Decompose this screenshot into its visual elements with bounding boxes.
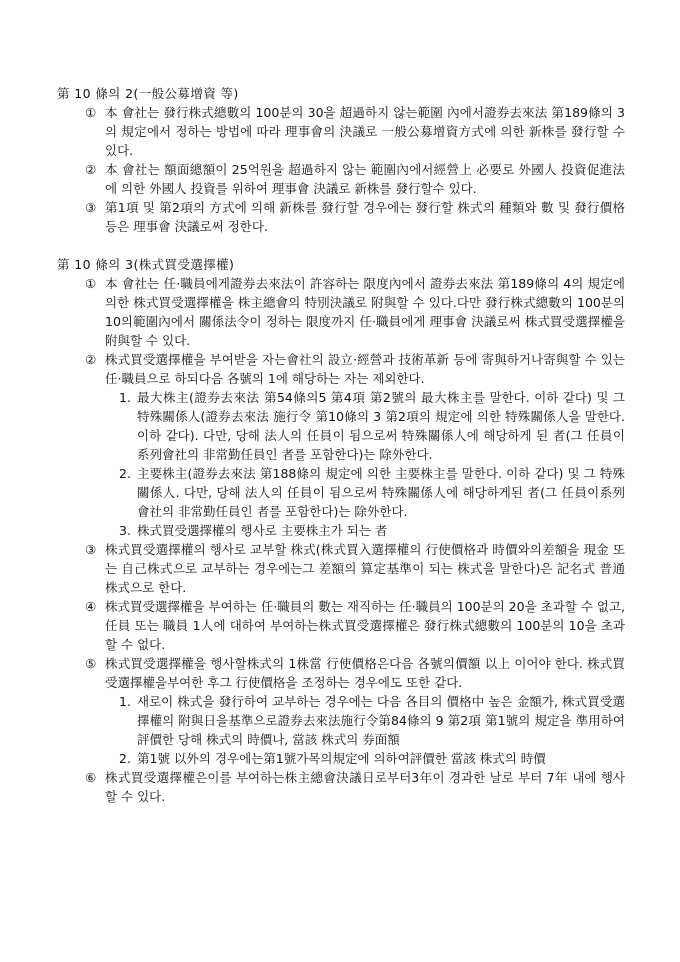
subclause-text: 最大株主(證券去來法 第54條의5 第4項 第2號의 最大株主를 말한다. 이하 같다) 및 그 特殊關係人(證券去來法 施行令 第10條의 3 第2項의 規定에 의한 特殊關係人을 말한다. 이하 같다). 다만, 당해 法人의 任員이 됨으로써 特殊關係人에 해당하게 된 者(그 任員이系列會社의 非常勤任員인 者를 포함한다)는 除外한다. xyxy=(137,390,625,462)
article-heading: 第 10 條의 2(一般公募增資 等) xyxy=(57,86,239,101)
clause-marker: ① xyxy=(85,276,97,291)
clause-marker: ① xyxy=(85,105,97,120)
clause-item xyxy=(85,198,625,236)
clause-item xyxy=(85,654,625,768)
clause-marker: ② xyxy=(85,352,97,367)
article-section xyxy=(57,84,625,236)
subclause-text: 第1號 以外의 경우에는第1號가목의規定에 의하여評價한 當該 株式의 時價 xyxy=(137,751,546,766)
subclause-marker: 2. xyxy=(119,466,131,481)
subclause-item xyxy=(119,388,625,464)
subclause-marker: 1. xyxy=(119,390,131,405)
clause-text: 株式買受選擇權의 행사로 교부할 株式(株式買入選擇權의 行使價格과 時價와의差額을 現金 또는 自己株式으로 교부하는 경우에는그 差額의 算定基準이 되는 株式을 말한다)은 記名式 普通株式으로 한다. xyxy=(105,542,625,595)
clause-item xyxy=(85,350,625,540)
subclause-marker: 3. xyxy=(119,523,131,538)
clause-text: 株式買受選擇權을 행사할株式의 1株當 行使價格은다음 各號의價額 以上 이어야 한다. 株式買受選擇權을부여한 후그 行使價格을 조정하는 경우에도 또한 같다. xyxy=(105,656,625,690)
clause-item xyxy=(85,160,625,198)
clause-text: 本 會社는 額面總額이 25억원을 超過하지 않는 範圍內에서經營上 必要로 外國人 投資促進法에 의한 外國人 投資를 위하여 理事會 決議로 新株를 發行할수 있다. xyxy=(105,162,625,196)
clause-text: 本 會社는 發行株式總數의 100분의 30을 超過하지 않는範圍 內에서證券去來法 第189條의 3의 規定에서 정하는 방법에 따라 理事會의 決議로 一般公募增資方式에 의한 新株를 發行할 수 있다. xyxy=(105,105,625,158)
subclause-item xyxy=(119,749,625,768)
clause-text: 第1項 및 第2項의 方式에 의해 新株를 發行할 경우에는 發行할 株式의 種類와 數 및 發行價格 등은 理事會 決議로써 정한다. xyxy=(105,200,625,234)
article-heading: 第 10 條의 3(株式買受選擇權) xyxy=(57,257,235,272)
clause-marker: ④ xyxy=(85,599,97,614)
clause-marker: ⑤ xyxy=(85,656,97,671)
subclause-text: 株式買受選擇權의 행사로 主要株主가 되는 者 xyxy=(137,523,388,538)
clause-list xyxy=(85,274,625,806)
subclause-item xyxy=(119,692,625,749)
article-section xyxy=(57,255,625,806)
subclause-marker: 2. xyxy=(119,751,131,766)
clause-marker: ② xyxy=(85,162,97,177)
clause-text: 株式買受選擇權을 부여받을 자는會社의 設立·經營과 技術革新 등에 寄與하거나寄與할 수 있는 任·職員으로 하되다음 各號의 1에 해당하는 자는 제외한다. xyxy=(105,352,625,386)
clause-marker: ③ xyxy=(85,200,97,215)
clause-list xyxy=(85,103,625,236)
clause-item xyxy=(85,540,625,597)
clause-text: 株式買受選擇權을 부여하는 任·職員의 數는 재직하는 任·職員의 100분의 20을 초과할 수 없고,任員 또는 職員 1人에 대하여 부여하는株式買受選擇權은 發行株式總數의 100분의 10을 초과할 수 없다. xyxy=(105,599,625,652)
subclause-text: 主要株主(證券去來法 第188條의 規定에 의한 主要株主를 말한다. 이하 같다) 및 그 特殊關係人. 다만, 당해 法人의 任員이 됨으로써 特殊關係人에 해당하게된 者(그 任員이系列會社의 非常勤任員인 者를 포함한다)는 除外한다. xyxy=(137,466,625,519)
subclause-list xyxy=(119,692,625,768)
clause-item xyxy=(85,103,625,160)
clause-item xyxy=(85,768,625,806)
subclause-marker: 1. xyxy=(119,694,131,709)
clause-item xyxy=(85,274,625,350)
clause-item xyxy=(85,597,625,654)
subclause-list xyxy=(119,388,625,540)
clause-marker: ⑥ xyxy=(85,770,97,785)
subclause-text: 새로이 株式을 發行하여 교부하는 경우에는 다음 各目의 價格中 높은 金額가, 株式買受選擇權의 附與日을基準으로證券去來法施行令第84條의 9 第2項 第1號의 規定을 準用하여評價한 당해 株式의 時價나, 當該 株式의 券面額 xyxy=(137,694,625,747)
clause-text: 株式買受選擇權은이를 부여하는株主總會決議日로부터3年이 경과한 날로 부터 7年 내에 행사할 수 있다. xyxy=(105,770,625,804)
clause-text: 本 會社는 任·職員에게證券去來法이 許容하는 限度內에서 證券去來法 第189條의 4의 規定에 의한 株式買受選擇權을 株主總會의 特別決議로 附與할 수 있다.다만 發行株式總數의 100분의 10의範圍內에서 關係法令이 정하는 限度까지 任·職員에게 理事會 決議로써 株式買受選擇權을 附與할 수 있다. xyxy=(105,276,625,348)
subclause-item xyxy=(119,521,625,540)
subclause-item xyxy=(119,464,625,521)
clause-marker: ③ xyxy=(85,542,97,557)
